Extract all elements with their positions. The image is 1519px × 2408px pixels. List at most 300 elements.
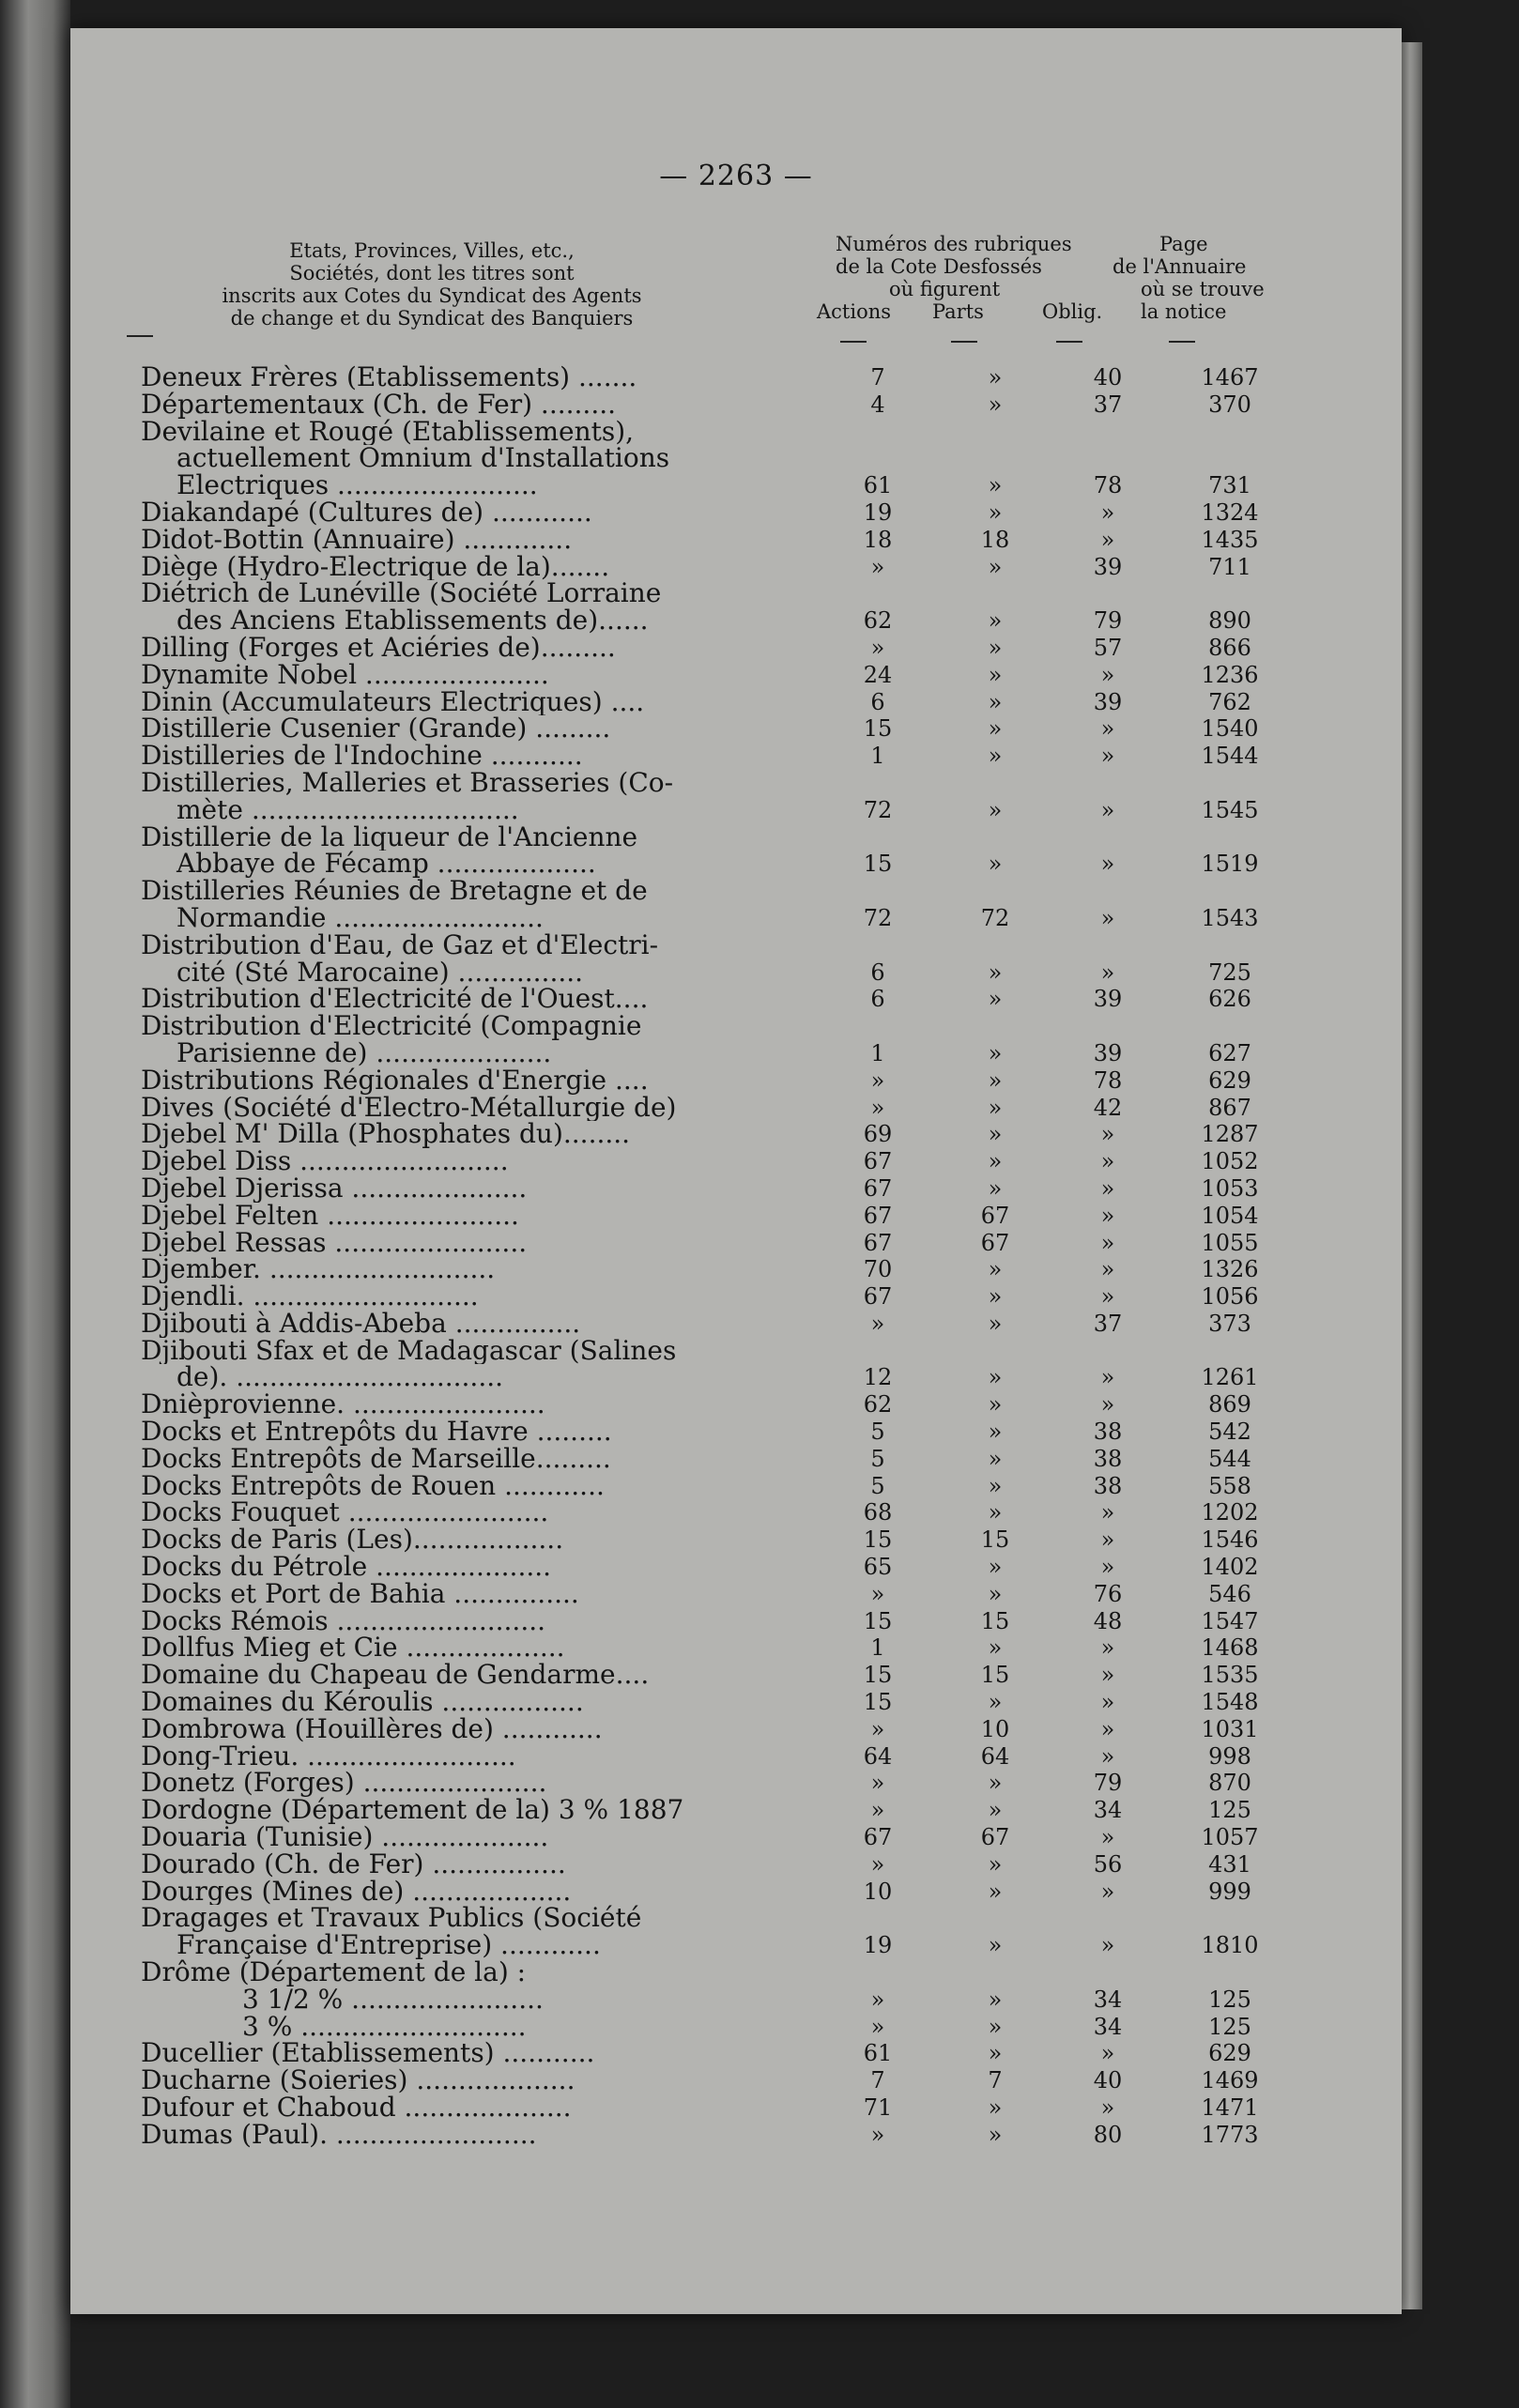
entry-row [141,1662,1380,1689]
entry-page: 370 [1208,391,1251,418]
entry-row [141,1526,1380,1554]
entry-parts: » [988,1445,1003,1472]
header-rule [1056,325,1082,347]
entry-oblig: » [1100,1174,1115,1202]
entry-name-line: Djibouti à Addis-Abeba ............... [141,1310,581,1338]
header-col-actions: Actions [817,300,892,323]
entry-name [141,2040,779,2067]
entry-name-line: Djendli. ........................... [141,1283,479,1311]
entry-parts: » [988,1878,1003,1905]
entry-parts: » [988,498,1003,526]
entry-parts: 72 [980,904,1010,931]
header-col-parts: Parts [932,300,984,323]
entry-name-line: Diège (Hydro-Electrique de la)....... [141,553,610,581]
entry-actions: 67 [863,1283,893,1311]
entry-actions: 6 [870,959,885,986]
entry-row [141,1499,1380,1526]
entry-page: 731 [1208,472,1251,499]
entry-name [141,419,779,499]
entry-actions: » [870,634,885,661]
entry-row [141,1230,1380,1257]
entry-name-line: Diakandapé (Cultures de) ............ [141,498,592,527]
entry-actions: 15 [863,851,893,878]
entry-parts: » [988,391,1003,418]
entry-row [141,689,1380,716]
entry-page: 542 [1208,1419,1251,1446]
entry-row [141,554,1380,581]
entry-row [141,391,1380,419]
entry-parts: » [988,661,1003,688]
header-left-line: de change et du Syndicat des Banquiers [230,307,634,330]
entry-page: 1287 [1201,1121,1259,1148]
entry-row [141,580,1380,635]
entry-actions: 5 [870,1472,885,1499]
entry-name [141,1662,779,1689]
entry-oblig: » [1100,1689,1115,1716]
entry-parts: » [988,1770,1003,1797]
entry-actions: » [870,1066,885,1094]
entry-oblig: » [1100,1742,1115,1770]
entry-name-line: Docks du Pétrole ..................... [141,1554,552,1581]
entry-actions: » [870,1580,885,1607]
entry-parts: » [988,607,1003,635]
entry-actions: 19 [863,498,893,526]
entry-parts: » [988,1850,1003,1878]
entry-parts: » [988,1986,1003,2013]
entry-name-line: Distributions Régionales d'Energie .... [141,1066,649,1095]
entry-name-line: Douaria (Tunisie) .................... [141,1824,549,1851]
entry-page: 629 [1208,1066,1251,1094]
entry-name-line: Dourges (Mines de) ................... [141,1878,572,1906]
entry-oblig: 48 [1093,1607,1123,1634]
entry-parts: » [988,688,1003,715]
entry-parts: » [988,1634,1003,1662]
entry-name-line: Devilaine et Rougé (Etablissements), [141,418,635,446]
entry-row [141,1419,1380,1446]
entry-name-line: de). ................................ [176,1364,504,1392]
entry-page: 629 [1208,2040,1251,2067]
entry-name-line: Electriques ........................ [176,472,538,499]
entry-actions: 15 [863,1607,893,1634]
entry-actions: 65 [863,1554,893,1581]
entry-oblig: » [1100,1526,1115,1554]
entry-parts: » [988,634,1003,661]
entry-parts: » [988,1797,1003,1824]
entry-name-line: mète ................................ [176,796,519,824]
entry-page: 125 [1208,2013,1251,2040]
entry-name-line: Dufour et Chaboud .................... [141,2094,572,2122]
entry-row [141,1554,1380,1581]
entry-name [141,527,779,554]
entry-row [141,1986,1380,2014]
entry-page: 627 [1208,1039,1251,1066]
entry-page: 1326 [1201,1256,1259,1283]
entry-name [141,1905,779,1959]
entry-parts: 67 [980,1202,1010,1229]
entry-name-line: Distilleries Réunies de Bretagne et de [141,878,648,905]
entry-name-line: Distribution d'Eau, de Gaz et d'Electri- [141,931,659,959]
entry-name-line: actuellement Omnium d'Installations [176,445,670,473]
entry-actions: 15 [863,1662,893,1689]
entry-name [141,1446,779,1473]
entry-parts: » [988,1391,1003,1419]
entry-name [141,770,779,824]
entry-parts: » [988,1283,1003,1311]
entry-row [141,662,1380,689]
entry-oblig: » [1100,1229,1115,1256]
entry-row [141,986,1380,1013]
entry-oblig: » [1100,1283,1115,1311]
entry-oblig: » [1100,1256,1115,1283]
entry-actions: 18 [863,526,893,553]
entry-name-line: Docks Entrepôts de Rouen ............ [141,1472,605,1500]
entry-name-line: Distilleries de l'Indochine ........... [141,743,583,770]
entry-page: 544 [1208,1445,1251,1472]
entry-row [141,527,1380,554]
entry-oblig: 39 [1093,688,1123,715]
entry-actions: 6 [870,688,885,715]
entry-name [141,1013,779,1067]
entry-page: 373 [1208,1310,1251,1337]
entry-actions: » [870,1770,885,1797]
entry-actions: 61 [863,2040,893,2067]
entry-actions: 62 [863,607,893,635]
entry-oblig: 78 [1093,472,1123,499]
header-group-line: Numéros des rubriques [836,233,1072,255]
entry-name-line: Domaine du Chapeau de Gendarme.... [141,1662,650,1690]
entry-oblig: 42 [1093,1094,1123,1121]
entry-name-line: Distilleries, Malleries et Brasseries (Co- [141,769,674,797]
entry-oblig: » [1100,2040,1115,2067]
entry-name-line: Française d'Entreprise) ............ [176,1932,601,1960]
entry-row [141,635,1380,662]
entry-name [141,635,779,662]
header-page-line: de l'Annuaire [1112,255,1247,278]
entry-page: 125 [1208,1797,1251,1824]
entry-page: 1053 [1201,1174,1259,1202]
entry-parts: 18 [980,526,1010,553]
entry-name-line: Distillerie de la liqueur de l'Ancienne [141,823,638,851]
entry-name-line: Didot-Bottin (Annuaire) ............. [141,526,573,554]
entry-actions: » [870,1094,885,1121]
entry-row [141,1905,1380,1959]
entry-name-line: Distribution d'Electricité de l'Ouest.... [141,986,649,1014]
entry-name-line: Djibouti Sfax et de Madagascar (Salines [141,1337,677,1365]
entry-page: 1471 [1201,2094,1259,2121]
entry-row [141,715,1380,743]
entry-oblig: 56 [1093,1850,1123,1878]
entry-row [141,1879,1380,1906]
entry-page: 125 [1208,1986,1251,2013]
page-number: — 2263 — [659,160,813,192]
entry-name [141,743,779,770]
entry-page: 1519 [1201,851,1259,878]
entry-page: 1467 [1201,364,1259,391]
entry-name-line: 3 % ........................... [242,2013,527,2041]
entry-name [141,1526,779,1554]
entry-name [141,662,779,689]
entry-row [141,1608,1380,1635]
entry-row [141,1013,1380,1067]
entry-oblig: 39 [1093,986,1123,1013]
entry-parts: » [988,1580,1003,1607]
entry-row [141,1391,1380,1419]
entry-parts: » [988,715,1003,743]
entry-row [141,1095,1380,1122]
entry-name [141,1419,779,1446]
entry-name-line: Départementaux (Ch. de Fer) ......... [141,391,617,419]
entry-parts: » [988,1174,1003,1202]
entry-name-line: Dourado (Ch. de Fer) ................ [141,1850,566,1879]
entry-parts: » [988,1689,1003,1716]
entry-parts: 15 [980,1526,1010,1554]
entry-parts: » [988,743,1003,770]
entry-page: 999 [1208,1878,1251,1905]
entry-page: 1402 [1201,1554,1259,1581]
entry-oblig: » [1100,1202,1115,1229]
entry-parts: » [988,364,1003,391]
entry-page: 1031 [1201,1715,1259,1742]
entry-name-line: Docks de Paris (Les).................. [141,1526,564,1555]
entry-oblig: » [1100,1499,1115,1526]
entry-actions: 67 [863,1202,893,1229]
entry-oblig: » [1100,661,1115,688]
entry-actions: 6 [870,986,885,1013]
entry-actions: 70 [863,1256,893,1283]
entry-page: 1535 [1201,1662,1259,1689]
entry-page: 1057 [1201,1824,1259,1851]
entry-page: 725 [1208,959,1251,986]
entry-name [141,1203,779,1230]
entry-name [141,391,779,419]
entry-row [141,1689,1380,1716]
entry-oblig: 57 [1093,634,1123,661]
previous-page-edge [0,0,70,2408]
entry-row [141,2067,1380,2094]
entry-row [141,1634,1380,1662]
entry-actions: 61 [863,472,893,499]
entry-oblig: » [1100,498,1115,526]
entry-actions: 4 [870,391,885,418]
entry-page: 1261 [1201,1364,1259,1391]
header-left-line: inscrits aux Cotes du Syndicat des Agents [222,284,642,307]
entry-oblig: 40 [1093,2067,1123,2094]
entry-actions: 67 [863,1824,893,1851]
entry-name-line: Djebel M' Dilla (Phosphates du)........ [141,1121,631,1149]
entry-actions: 15 [863,1689,893,1716]
entry-oblig: 76 [1093,1580,1123,1607]
entry-page: 1055 [1201,1229,1259,1256]
entry-name [141,1095,779,1122]
entry-parts: 64 [980,1742,1010,1770]
entry-row [141,743,1380,770]
entry-actions: 15 [863,1526,893,1554]
entry-parts: » [988,986,1003,1013]
entry-row [141,1446,1380,1473]
entry-row [141,2014,1380,2041]
entry-oblig: » [1100,1878,1115,1905]
entry-actions: 15 [863,715,893,743]
entry-actions: » [870,553,885,580]
entry-page: 1545 [1201,796,1259,823]
entry-name-line: 3 1/2 % ....................... [242,1986,544,2014]
entry-name-line: Docks Entrepôts de Marseille......... [141,1445,611,1473]
entry-name [141,1499,779,1526]
entry-name [141,1175,779,1203]
entry-oblig: » [1100,1715,1115,1742]
entry-name-line: Djember. ........................... [141,1256,496,1284]
entry-page: 1469 [1201,2067,1259,2094]
entry-row [141,2094,1380,2122]
entry-row [141,878,1380,932]
entry-page: 1544 [1201,743,1259,770]
entry-name-line: Dollfus Mieg et Cie ................... [141,1634,565,1663]
entry-parts: » [988,1066,1003,1094]
entry-oblig: » [1100,1121,1115,1148]
entry-parts: » [988,1499,1003,1526]
entry-name-line: des Anciens Etablissements de)...... [176,607,649,635]
entry-name [141,1608,779,1635]
entry-name [141,1959,779,1986]
entry-name-line: Domaines du Kéroulis ................. [141,1689,584,1716]
entry-name-line: Dilling (Forges et Aciéries de)......... [141,634,616,662]
entry-page: 558 [1208,1472,1251,1499]
entry-page: 870 [1208,1770,1251,1797]
entry-name [141,1824,779,1851]
entry-name-line: Docks Fouquet ........................ [141,1499,549,1527]
entry-parts: » [988,2121,1003,2148]
header-group-line: de la Cote Desfossés [836,255,1042,278]
entry-page: 711 [1208,553,1251,580]
entry-name-line: Dnièprovienne. ....................... [141,1391,545,1419]
entry-actions: 67 [863,1174,893,1202]
header-rule [127,335,737,337]
entry-row [141,1581,1380,1608]
entry-name [141,1338,779,1392]
entry-row [141,1824,1380,1851]
entry-actions: 69 [863,1121,893,1148]
entry-parts: » [988,2094,1003,2121]
entry-actions: » [870,2121,885,2148]
entry-name-line: Docks et Port de Bahia ............... [141,1580,579,1608]
entry-name-line: Drôme (Département de la) : [141,1959,527,1986]
entry-page: 867 [1208,1094,1251,1121]
entry-row [141,1473,1380,1500]
entries-list [141,364,1380,2149]
entry-actions: 7 [870,364,885,391]
entry-name-line: Dinin (Accumulateurs Electriques) .... [141,688,645,716]
entry-actions: 68 [863,1499,893,1526]
header-rule [951,325,977,347]
entry-name-line: Docks Rémois ......................... [141,1607,546,1635]
entry-page: 1468 [1201,1634,1259,1662]
header-rule [840,325,867,347]
entry-parts: » [988,553,1003,580]
entry-actions: 1 [870,1634,885,1662]
entry-name [141,1689,779,1716]
entry-page: 431 [1208,1850,1251,1878]
entry-parts: » [988,1094,1003,1121]
entry-oblig: » [1100,2094,1115,2121]
entry-page: 869 [1208,1391,1251,1419]
entry-name-line: Dynamite Nobel ...................... [141,661,549,689]
entry-oblig: » [1100,959,1115,986]
entry-page: 626 [1208,986,1251,1013]
entry-name [141,1283,779,1311]
entry-row [141,1743,1380,1771]
entry-parts: 67 [980,1824,1010,1851]
entry-actions: 5 [870,1445,885,1472]
entry-row [141,1121,1380,1148]
entry-row [141,1338,1380,1392]
entry-page: 1056 [1201,1283,1259,1311]
header-rule [1169,325,1195,347]
entry-page: 1236 [1201,661,1259,688]
entry-name [141,824,779,879]
entry-row [141,2122,1380,2149]
entry-name [141,1230,779,1257]
entry-page: 890 [1208,607,1251,635]
entry-actions: » [870,2013,885,2040]
entry-row [141,499,1380,527]
entry-parts: » [988,796,1003,823]
entry-name-line: Parisienne de) ..................... [176,1039,552,1067]
entry-oblig: 79 [1093,1770,1123,1797]
page-stack-edge [1402,42,1422,2309]
entry-row [141,364,1380,391]
entry-oblig: » [1100,1824,1115,1851]
entry-parts: » [988,2013,1003,2040]
entry-name [141,1554,779,1581]
entry-name [141,2122,779,2149]
entry-parts: » [988,851,1003,878]
entry-actions: 1 [870,743,885,770]
entry-name-line: Djebel Diss ......................... [141,1148,509,1175]
entry-name-line: Deneux Frères (Etablissements) ....... [141,364,637,391]
entry-page: 866 [1208,634,1251,661]
entry-oblig: 38 [1093,1445,1123,1472]
entry-name-line: Dong-Trieu. ......................... [141,1742,516,1771]
entry-name-line: Dives (Société d'Electro-Métallurgie de) [141,1094,677,1122]
entry-name [141,1311,779,1338]
entry-page: 1773 [1201,2121,1259,2148]
entry-row [141,1770,1380,1797]
entry-name [141,1581,779,1608]
entry-actions: 67 [863,1229,893,1256]
entry-actions: 5 [870,1419,885,1446]
entry-oblig: 38 [1093,1419,1123,1446]
entry-page: 1548 [1201,1689,1259,1716]
entry-row [141,1256,1380,1283]
entry-page: 1435 [1201,526,1259,553]
entry-name [141,580,779,635]
entry-page: 1052 [1201,1148,1259,1175]
header-left-line: Sociétés, dont les titres sont [289,262,575,284]
entry-page: 546 [1208,1580,1251,1607]
entry-parts: » [988,472,1003,499]
header-col-notice: la notice [1141,300,1227,323]
entry-name [141,878,779,932]
entry-oblig: » [1100,1662,1115,1689]
entry-oblig: 37 [1093,1310,1123,1337]
header-page-line: où se trouve [1141,278,1265,300]
entry-row [141,1797,1380,1824]
entry-actions: 12 [863,1364,893,1391]
entry-oblig: » [1100,851,1115,878]
entry-oblig: 80 [1093,2121,1123,2148]
entry-actions: » [870,1850,885,1878]
entry-name [141,715,779,743]
